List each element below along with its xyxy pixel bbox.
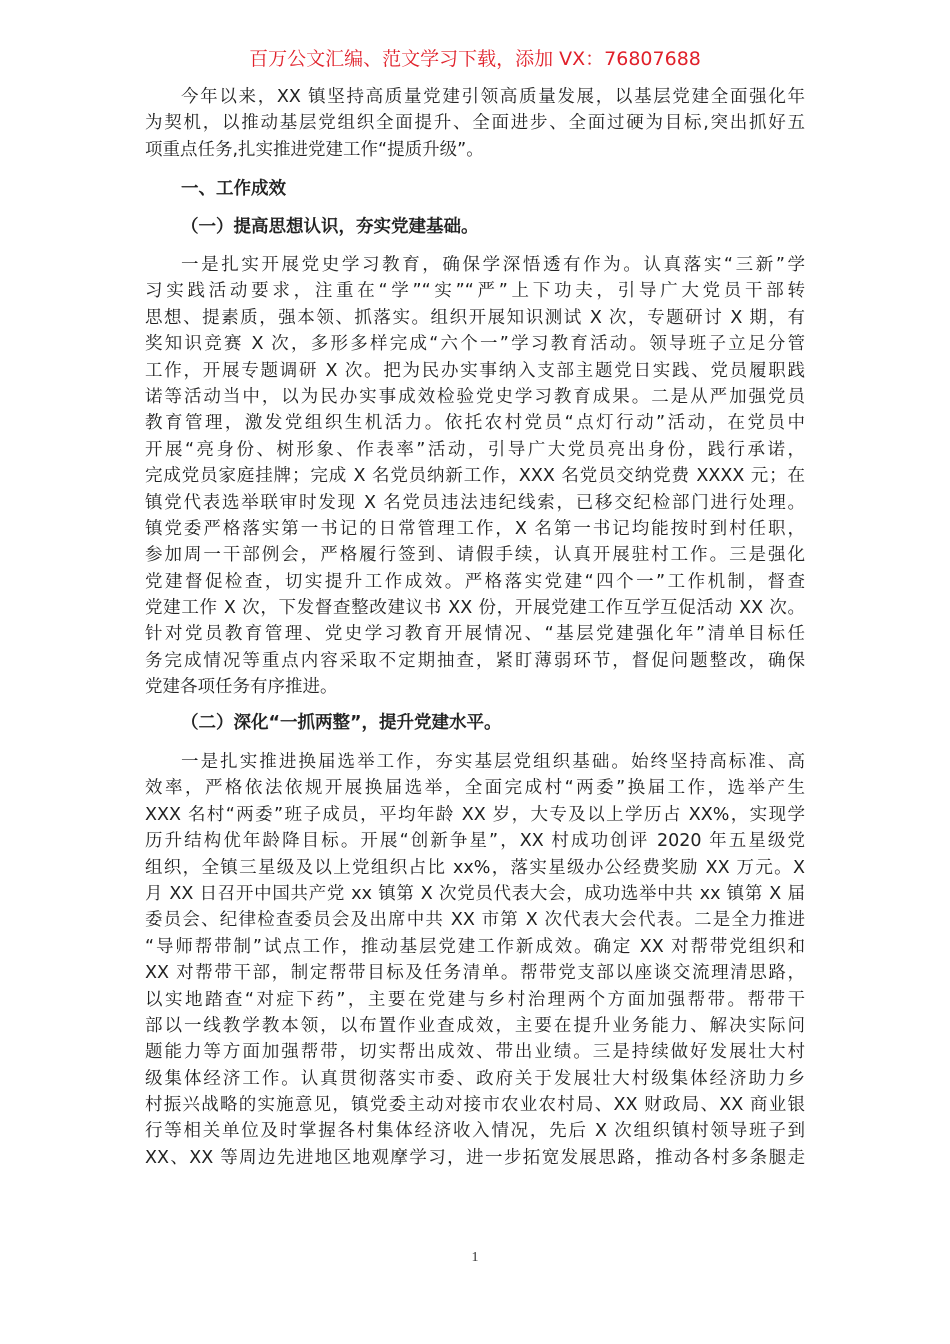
text-line: 针对党员教育管理、党史学习教育开展情况、“基层党建强化年”清单目标任 (145, 624, 805, 645)
text-line: 行等相关单位及时掌握各村集体经济收入情况，先后 X 次组织镇村领导班子到 (145, 1121, 805, 1142)
text-line: 完成党员家庭挂牌；完成 X 名党员纳新工作，XXX 名党员交纳党费 XXXX 元；在 (145, 466, 805, 487)
text-line: 历升结构优年龄降目标。开展“创新争星”，XX 村成功创评 2020 年五星级党 (145, 831, 805, 852)
text-line: 为契机，以推动基层党组织全面提升、全面进步、全面过硬为目标,突出抓好五 (145, 113, 805, 134)
text-line: 党建工作 X 次，下发督查整改建议书 XX 份，开展党建工作互学互促活动 XX 次。 (145, 598, 805, 619)
text-line: 题能力等方面加强帮带，切实帮出成效、带出业绩。三是持续做好发展壮大村 (145, 1042, 805, 1063)
intro-paragraph (145, 84, 805, 163)
text-line: 一是扎实开展党史学习教育，确保学深悟透有作为。认真落实“三新”学 (181, 255, 805, 275)
text-line: 委员会、纪律检查委员会及出席中共 XX 市第 X 次代表大会代表。二是全力推进 (145, 910, 805, 931)
text-line: “导师帮带制”试点工作，推动基层党建工作新成效。确定 XX 对帮带党组织和 (145, 936, 805, 957)
text-line: XXX 名村“两委”班子成员，平均年龄 XX 岁，大专及以上学历占 XX%，实现学 (145, 804, 805, 825)
text-line: 级集体经济工作。认真贯彻落实市委、政府关于发展壮大村级集体经济助力乡 (145, 1068, 805, 1089)
text-line: XX 对帮带干部，制定帮带目标及任务清单。帮带党支部以座谈交流理清思路， (145, 963, 805, 984)
text-line: 教育管理，激发党组织生机活力。依托农村党员“点灯行动”活动，在党员中 (145, 413, 805, 434)
text-line: 奖知识竞赛 X 次，多形多样完成“六个一”学习教育活动。领导班子立足分管 (145, 334, 805, 355)
text-line: 参加周一干部例会，严格履行签到、请假手续，认真开展驻村工作。三是强化 (145, 545, 805, 566)
subsection-1-body (145, 252, 805, 701)
page-number: 1 (471, 1250, 479, 1265)
text-line: 党建各项任务有序推进。 (145, 677, 338, 698)
text-line: 今年以来，XX 镇坚持高质量党建引领高质量发展，以基层党建全面强化年 (181, 87, 805, 107)
subsection-heading-2: （二）深化“一抓两整”，提升党建水平。 (181, 713, 502, 733)
text-line: 项重点任务,扎实推进党建工作“提质升级”。 (145, 139, 484, 160)
text-line: 镇党委严格落实第一书记的日常管理工作，X 名第一书记均能按时到村任职， (145, 518, 805, 539)
text-line: 思想、提素质，强本领、抓落实。组织开展知识测试 X 次，专题研讨 X 期，有 (145, 307, 805, 328)
text-line: 组织，全镇三星级及以上党组织占比 xx%，落实星级办公经费奖励 XX 万元。X (145, 857, 805, 878)
text-line: 村振兴战略的实施意见，镇党委主动对接市农业农村局、XX 财政局、XX 商业银 (145, 1095, 805, 1116)
text-line: 以实地踏查“对症下药”，主要在党建与乡村治理两个方面加强帮带。帮带干 (145, 989, 805, 1010)
text-line: 工作，开展专题调研 X 次。把为民办实事纳入支部主题党日实践、党员履职践 (145, 360, 805, 381)
text-line: 效率，严格依法依规开展换届选举，全面完成村“两委”换届工作，选举产生 (145, 778, 805, 799)
text-line: 镇党代表选举联审时发现 X 名党员违法违纪线索，已移交纪检部门进行处理。 (145, 492, 805, 513)
text-line: 务完成情况等重点内容采取不定期抽查，紧盯薄弱环节，督促问题整改，确保 (145, 650, 805, 671)
section-heading: 一、工作成效 (181, 179, 286, 199)
text-line: 月 XX 日召开中国共产党 xx 镇第 X 次党员代表大会，成功选举中共 xx 镇第 X 届 (145, 883, 805, 904)
text-line: 部以一线教学教本领，以布置作业查成效，主要在提升业务能力、解决实际问 (145, 1015, 805, 1036)
text-line: 开展“亮身份、树形象、作表率”活动，引导广大党员亮出身份，践行承诺， (145, 439, 805, 460)
text-line: 习实践活动要求，注重在“学”“实”“严”上下功夫，引导广大党员干部转 (145, 281, 805, 302)
watermark-banner: 百万公文汇编、范文学习下载，添加 VX：76807688 (249, 48, 701, 70)
text-line: 一是扎实推进换届选举工作，夯实基层党组织基础。始终坚持高标准、高 (181, 752, 805, 772)
subsection-2-body (145, 749, 805, 1171)
text-line: 党建督促检查，切实提升工作成效。严格落实党建“四个一”工作机制，督查 (145, 571, 805, 592)
text-line: XX、XX 等周边先进地区地观摩学习，进一步拓宽发展思路，推动各村多条腿走 (145, 1147, 805, 1168)
text-line: 诺等活动当中，以为民办实事成效检验党史学习教育成果。二是从严加强党员 (145, 386, 805, 407)
subsection-heading-1: （一）提高思想认识，夯实党建基础。 (181, 217, 479, 237)
